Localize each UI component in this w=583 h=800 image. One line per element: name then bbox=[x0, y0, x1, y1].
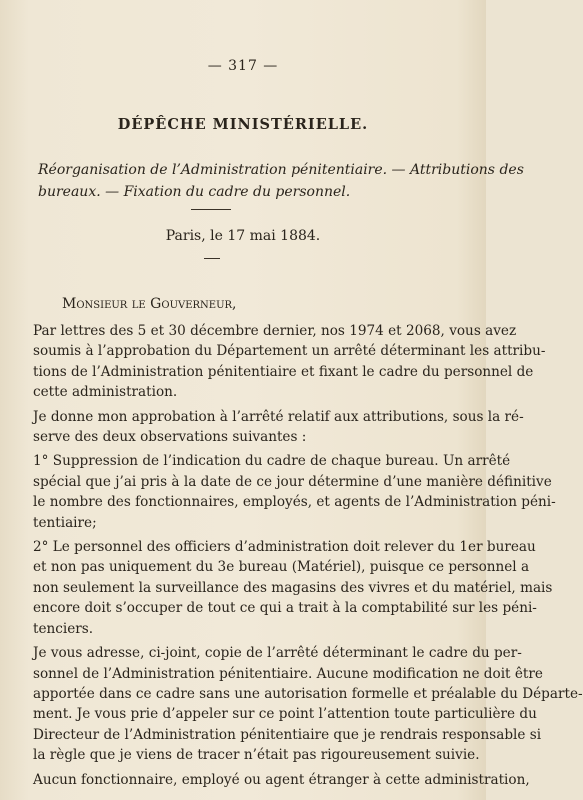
letter-body bbox=[33, 321, 583, 794]
paragraph-line: soumis à l’approbation du Département un arrêté déterminant les attribu- bbox=[33, 343, 546, 360]
paragraph-line: Je vous adresse, ci-joint, copie de l’arrêté déterminant le cadre du per- bbox=[33, 645, 522, 662]
place-date: Paris, le 17 mai 1884. bbox=[165, 228, 321, 244]
paragraph-line: apportée dans ce cadre sans une autorisation formelle et préalable du Départe- bbox=[33, 685, 583, 702]
paragraph-line: Aucun fonctionnaire, employé ou agent étranger à cette administration, bbox=[33, 771, 530, 788]
paragraph-line: non seulement la surveillance des magasins des vivres et du matériel, mais bbox=[33, 579, 553, 596]
paragraph-line: tentiaire; bbox=[33, 514, 97, 531]
paragraph bbox=[33, 321, 546, 403]
paragraph-line: encore doit s’occuper de tout ce qui a trait à la comptabilité sur les péni- bbox=[33, 600, 537, 617]
subtitle-line-1: Réorganisation de l’Administration pénitentiaire. — Attributions des bbox=[38, 162, 524, 178]
document-title: DÉPÊCHE MINISTÉRIELLE. bbox=[117, 116, 369, 133]
paragraph bbox=[33, 537, 553, 639]
paragraph-line: sonnel de l’Administration pénitentiaire. Aucune modification ne doit être bbox=[33, 665, 543, 682]
paragraph-line: et non pas uniquement du 3e bureau (Matériel), puisque ce personnel a bbox=[33, 559, 530, 576]
paragraph-line: Directeur de l’Administration pénitentiaire que je rendrais responsable si bbox=[33, 726, 542, 743]
subtitle-line-2: bureaux. — Fixation du cadre du personnel. bbox=[38, 184, 351, 200]
paragraph bbox=[33, 770, 530, 790]
paragraph-line: Je donne mon approbation à l’arrêté relatif aux attributions, sous la ré- bbox=[33, 408, 524, 425]
paragraph-line: 1° Suppression de l’indication du cadre de chaque bureau. Un arrêté bbox=[33, 453, 511, 470]
paragraph-line: tenciers. bbox=[33, 620, 94, 637]
paragraph-line: ment. Je vous prie d’appeler sur ce point l’attention toute particulière du bbox=[33, 706, 537, 723]
divider-rule bbox=[191, 209, 231, 210]
paragraph-line: le nombre des fonctionnaires, employés, et agents de l’Administration péni- bbox=[33, 494, 556, 511]
paragraph-line: tions de l’Administration pénitentiaire et fixant le cadre du personnel de bbox=[33, 363, 534, 380]
paragraph bbox=[33, 451, 556, 533]
paragraph-line: serve des deux observations suivantes : bbox=[33, 429, 307, 446]
paragraph-line: la règle que je viens de tracer n’était pas rigoureusement suivie. bbox=[33, 747, 480, 764]
salutation: Monsieur le Gouverneur, bbox=[62, 296, 237, 312]
paragraph-line: cette administration. bbox=[33, 384, 178, 401]
page-number: — 317 — bbox=[207, 58, 279, 74]
divider-rule-short bbox=[204, 258, 220, 259]
paragraph-line: spécial que j’ai pris à la date de ce jour détermine d’une manière définitive bbox=[33, 473, 552, 490]
paragraph bbox=[33, 407, 524, 448]
paragraph-line: 2° Le personnel des officiers d’administration doit relever du 1er bureau bbox=[33, 539, 536, 556]
paragraph-line: Par lettres des 5 et 30 décembre dernier, nos 1974 et 2068, vous avez bbox=[33, 323, 517, 339]
document-subtitle bbox=[38, 159, 524, 203]
paragraph bbox=[33, 643, 583, 765]
